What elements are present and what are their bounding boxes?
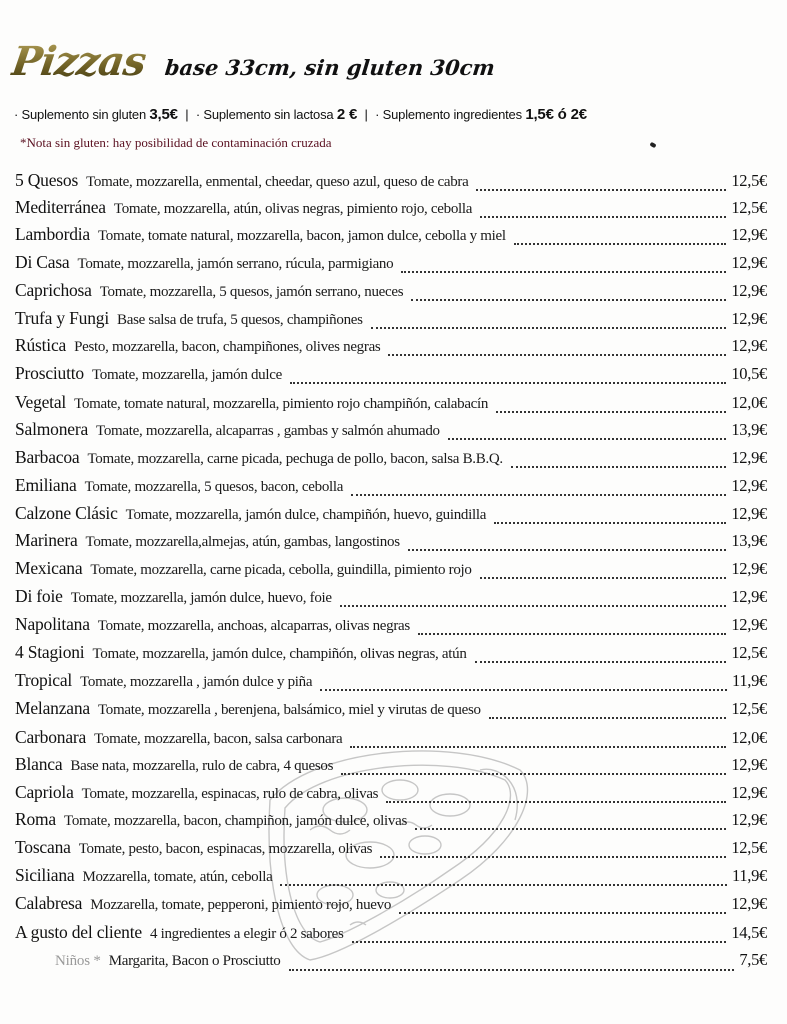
menu-item	[15, 922, 767, 949]
pizza-name: Siciliana	[15, 865, 75, 885]
pizza-ingredients: Tomate, mozzarella, espinacas, rulo de cabra, olivas	[81, 786, 379, 802]
pizza-price: 12,9€	[731, 281, 767, 300]
dot-leader	[401, 271, 726, 273]
dot-leader	[380, 856, 726, 858]
pizza-name: Capriola	[15, 782, 74, 802]
menu-item	[15, 224, 767, 251]
pizza-price: 12,9€	[731, 309, 767, 328]
dot-leader	[418, 633, 726, 635]
pizza-ingredients: Tomate, mozzarella , jamón dulce y piña	[80, 674, 313, 690]
supplement-lactose-amount: 2 €	[336, 106, 358, 123]
dot-leader	[350, 746, 726, 748]
pizza-name: Toscana	[15, 837, 71, 857]
pizza-name: Vegetal	[15, 392, 67, 412]
dot-leader	[388, 354, 726, 356]
pizza-price: 12,9€	[731, 755, 767, 774]
pizza-ingredients: Tomate, mozzarella, jamón dulce	[91, 367, 282, 383]
page-title: Pizzas	[8, 38, 149, 85]
menu-item	[15, 893, 767, 920]
pizza-price: 12,9€	[731, 225, 767, 244]
supplement-lactose-label: · Suplemento sin lactosa	[195, 107, 334, 122]
pizza-ingredients: Tomate, tomate natural, mozzarella, bacon, jamon dulce, cebolla y miel	[97, 228, 506, 244]
dot-leader	[280, 884, 727, 886]
pizza-price: 11,9€	[731, 671, 767, 690]
pizza-ingredients: Tomate, mozzarella, anchoas, alcaparras, olivas negras	[97, 618, 410, 634]
pizza-ingredients: Tomate, mozzarella, carne picada, pechuga de pollo, bacon, salsa B.B.Q.	[87, 451, 503, 467]
pizza-name: Niños *	[55, 953, 101, 969]
dot-leader	[386, 801, 726, 803]
menu-item	[15, 392, 767, 419]
pizza-ingredients: Tomate, mozzarella , berenjena, balsámico, miel y virutas de queso	[97, 702, 481, 718]
dot-leader	[511, 466, 726, 468]
dot-leader	[399, 912, 726, 914]
pizza-price: 12,9€	[731, 504, 767, 523]
pizza-name: Rústica	[15, 335, 67, 355]
pizza-price: 12,0€	[731, 728, 767, 747]
dot-leader	[411, 299, 726, 301]
menu-item	[15, 837, 767, 864]
menu-item	[15, 614, 767, 641]
pizza-ingredients: Tomate, mozzarella, carne picada, cebolla, guindilla, pimiento rojo	[90, 562, 472, 578]
pizza-ingredients: Tomate, mozzarella, atún, olivas negras, pimiento rojo, cebolla	[113, 201, 473, 217]
dot-leader	[475, 661, 727, 663]
menu-item	[15, 670, 767, 697]
pizza-price: 12,9€	[731, 336, 767, 355]
pizza-price: 12,5€	[731, 171, 767, 190]
dot-leader	[514, 243, 727, 245]
pizza-name: Marinera	[15, 530, 78, 550]
pizza-price: 11,9€	[731, 866, 767, 885]
size-subtitle: base 33cm, sin gluten 30cm	[163, 55, 497, 80]
dot-leader	[371, 327, 727, 329]
pizza-price: 12,9€	[731, 253, 767, 272]
menu-item	[15, 754, 767, 781]
pizza-ingredients: Pesto, mozzarella, bacon, champiñones, olives negras	[74, 339, 381, 355]
pizza-price: 10,5€	[731, 364, 767, 383]
dot-leader	[415, 828, 726, 830]
pizza-name: 5 Quesos	[15, 170, 79, 190]
pizza-name: Lambordia	[15, 224, 90, 244]
menu-item	[15, 252, 767, 279]
pizza-price: 12,9€	[731, 783, 767, 802]
pizza-name: Carbonara	[15, 727, 87, 747]
pizza-price: 12,9€	[731, 587, 767, 606]
dot-leader	[448, 438, 727, 440]
dot-leader	[320, 689, 727, 691]
pizza-name: Roma	[15, 809, 57, 829]
dot-leader	[290, 382, 726, 384]
menu-header	[8, 38, 497, 98]
pizza-name: Di Casa	[15, 252, 70, 272]
pizza-name: Napolitana	[15, 614, 90, 634]
pizza-name: Trufa y Fungi	[15, 308, 109, 328]
pizza-ingredients: Tomate, mozzarella, 5 quesos, jamón serrano, nueces	[99, 284, 404, 300]
pizza-price: 7,5€	[739, 950, 767, 969]
pizza-price: 12,5€	[731, 643, 767, 662]
menu-item	[15, 170, 767, 197]
supplement-ingredients-amount: 1,5€ ó 2€	[525, 106, 587, 123]
dot-leader	[489, 717, 727, 719]
menu-item	[15, 363, 767, 390]
pizza-ingredients: Tomate, pesto, bacon, espinacas, mozzarella, olivas	[78, 841, 373, 857]
pizza-name: Di foie	[15, 586, 63, 606]
menu-item	[15, 419, 767, 446]
pizza-ingredients: Tomate, mozzarella, alcaparras , gambas y salmón ahumado	[96, 423, 440, 439]
dot-leader	[340, 605, 727, 607]
menu-item	[15, 335, 767, 362]
pizza-price: 12,5€	[731, 699, 767, 718]
pizza-name: Salmonera	[15, 419, 89, 439]
pizza-price: 13,9€	[731, 420, 767, 439]
dot-leader	[408, 549, 727, 551]
pizza-ingredients: Tomate, mozzarella, bacon, salsa carbonara	[94, 731, 343, 747]
pizza-price: 12,5€	[731, 198, 767, 217]
pizza-ingredients: Tomate, mozzarella, bacon, champiñon, jamón dulce, olivas	[64, 813, 407, 829]
pizza-ingredients: Tomate, mozzarella, 5 quesos, bacon, cebolla	[84, 479, 344, 495]
pizza-name: Barbacoa	[15, 447, 80, 467]
gluten-note: *Nota sin gluten: hay posibilidad de contaminación cruzada	[20, 135, 332, 150]
supplement-ingredients-label: · Suplemento ingredientes	[375, 107, 522, 122]
dot-leader	[351, 494, 726, 496]
supplement-gluten-amount: 3,5€	[149, 106, 178, 123]
menu-item	[15, 809, 767, 836]
pizza-ingredients: 4 ingredientes a elegir ó 2 sabores	[149, 926, 344, 942]
pizza-price: 12,9€	[731, 615, 767, 634]
pizza-price: 12,9€	[731, 810, 767, 829]
pizza-price: 13,9€	[731, 531, 767, 550]
menu-item	[15, 197, 767, 224]
pizza-ingredients: Tomate, mozzarella, jamón dulce, champiñón, olivas negras, atún	[92, 646, 467, 662]
pizza-ingredients: Margarita, Bacon o Prosciutto	[108, 953, 281, 969]
pizza-price: 12,0€	[731, 393, 767, 412]
pizza-ingredients: Base salsa de trufa, 5 quesos, champiñones	[117, 312, 363, 328]
menu-item	[15, 475, 767, 502]
dot-leader	[341, 773, 726, 775]
menu-item	[15, 280, 767, 307]
menu-item	[15, 503, 767, 530]
dot-leader	[289, 969, 735, 971]
pizza-name: Mediterránea	[15, 197, 106, 217]
pizza-name: Caprichosa	[15, 280, 92, 300]
stray-ink-mark	[649, 142, 656, 148]
pizza-ingredients: Tomate, mozzarella, enmental, cheedar, queso azul, queso de cabra	[86, 174, 469, 190]
pizza-price: 12,9€	[731, 476, 767, 495]
pizza-price: 14,5€	[731, 923, 767, 942]
menu-item	[15, 698, 767, 725]
pizza-name: Tropical	[15, 670, 73, 690]
menu-item	[15, 950, 767, 977]
supplements-line	[14, 106, 587, 123]
separator: |	[364, 107, 368, 122]
pizza-name: Calzone Clásic	[15, 503, 118, 523]
pizza-ingredients: Tomate, mozzarella,almejas, atún, gambas, langostinos	[85, 534, 400, 550]
pizza-ingredients: Tomate, mozzarella, jamón serrano, rúcula, parmigiano	[77, 256, 394, 272]
separator: |	[185, 107, 189, 122]
pizza-ingredients: Tomate, mozzarella, jamón dulce, huevo, foie	[70, 590, 332, 606]
pizza-name: Mexicana	[15, 558, 83, 578]
pizza-name: Emiliana	[15, 475, 77, 495]
menu-item	[15, 308, 767, 335]
pizza-name: 4 Stagioni	[15, 642, 85, 662]
menu-item	[15, 727, 767, 754]
pizza-name: Calabresa	[15, 893, 83, 913]
dot-leader	[494, 522, 726, 524]
dot-leader	[480, 577, 727, 579]
pizza-name: A gusto del cliente	[15, 922, 142, 942]
menu-item	[15, 447, 767, 474]
menu-item	[15, 530, 767, 557]
pizza-name: Prosciutto	[15, 363, 84, 383]
pizza-name: Blanca	[15, 754, 63, 774]
menu-item	[15, 558, 767, 585]
menu-item	[15, 865, 767, 892]
dot-leader	[352, 941, 727, 943]
pizza-ingredients: Mozzarella, tomate, pepperoni, pimiento rojo, huevo	[90, 897, 392, 913]
pizza-price: 12,9€	[731, 559, 767, 578]
menu-item	[15, 642, 767, 669]
supplement-gluten-label: · Suplemento sin gluten	[14, 107, 146, 122]
dot-leader	[480, 216, 726, 218]
menu-item	[15, 586, 767, 613]
dot-leader	[476, 189, 726, 191]
pizza-price: 12,5€	[731, 838, 767, 857]
pizza-price: 12,9€	[731, 448, 767, 467]
pizza-ingredients: Base nata, mozzarella, rulo de cabra, 4 quesos	[70, 758, 334, 774]
dot-leader	[496, 411, 726, 413]
pizza-ingredients: Tomate, tomate natural, mozzarella, pimiento rojo champiñón, calabacín	[74, 396, 489, 412]
pizza-ingredients: Tomate, mozzarella, jamón dulce, champiñón, huevo, guindilla	[125, 507, 487, 523]
pizza-price: 12,9€	[731, 894, 767, 913]
menu-item	[15, 782, 767, 809]
pizza-name: Melanzana	[15, 698, 90, 718]
pizza-ingredients: Mozzarella, tomate, atún, cebolla	[82, 869, 273, 885]
